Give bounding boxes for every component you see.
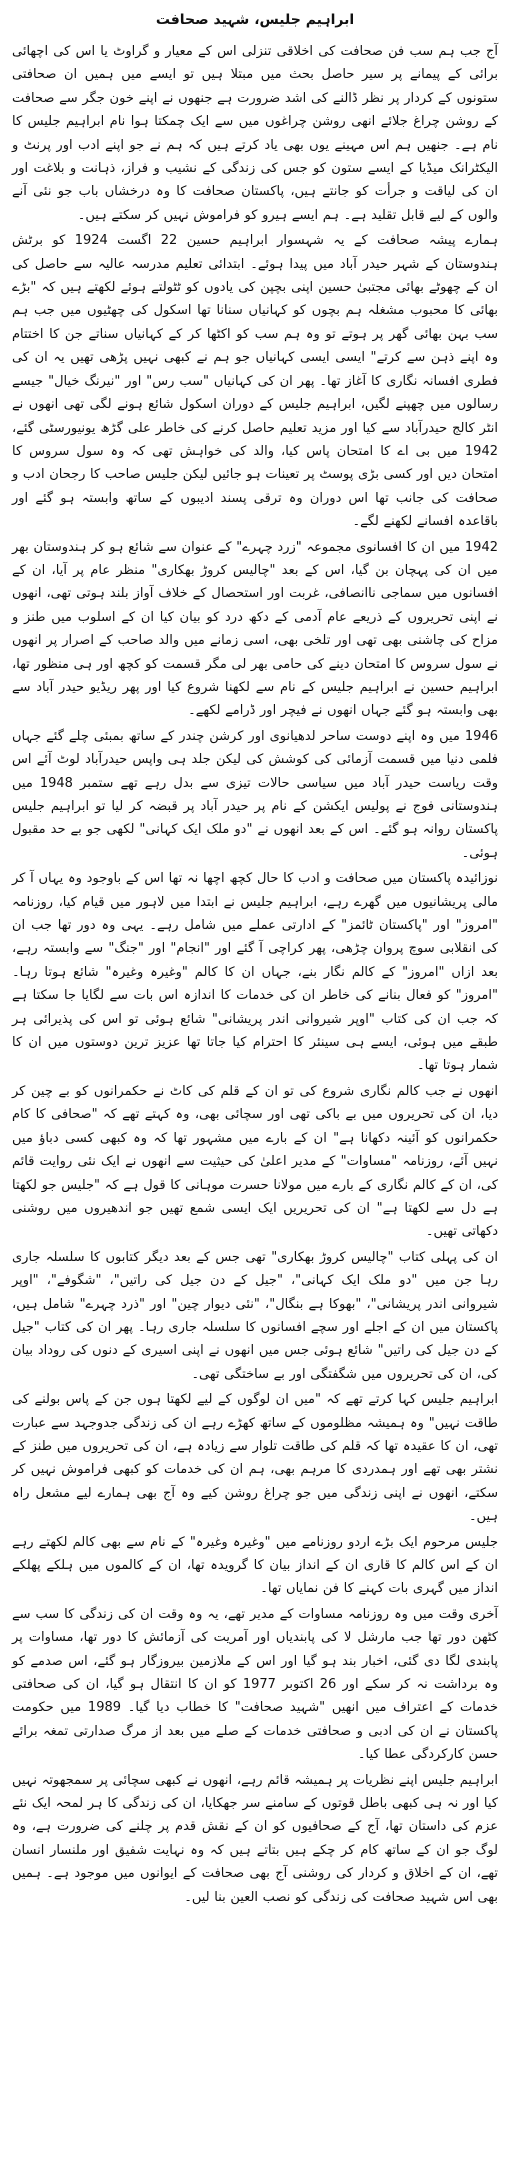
article-paragraph-8: ابراہیم جلیس کہا کرتے تھے کہ "میں ان لوگوں کے لیے لکھتا ہوں جن کے پاس بولنے کی طاقت نہیں" وہ ہمیشہ مظلوموں کے ساتھ کھڑے رہے ان کی زندگی جدوجہد سے عبارت تھی، ان کا عقیدہ تھا کہ قلم کی طاقت تلوار سے زیادہ ہے، ان کی تحریروں میں طنز کے نشتر بھی تھے اور ہمدردی کا مرہم بھی، ہم ان کی خدمات کو کبھی فراموش نہیں کر سکتے، انھوں نے اپنی زندگی میں جو چراغ روشن کیے وہ آج بھی ہمارے لیے مشعل راہ ہیں۔: [12, 1392, 498, 1525]
article-paragraph-3: 1942 میں ان کا افسانوی مجموعہ "زرد چہرے" کے عنوان سے شائع ہو کر ہندوستان بھر میں ان کی پہچان بن گیا، اس کے بعد "چالیس کروڑ بھکاری" منظر عام پر آیا، ان کے افسانوں میں سماجی ناانصافی، غربت اور استحصال کے خلاف آواز بلند ہوتی تھی، انھوں نے اپنی تحریروں کے ذریعے عام آدمی کے دکھ درد کو بیان کیا ان کے اسلوب میں طنز و مزاح کی چاشنی بھی تھی اور تلخی بھی، اسی زمانے میں والد صاحب کے اصرار پر انھوں نے سول سروس کا امتحان دینے کی حامی بھر لی مگر قسمت کو کچھ اور ہی منظور تھا، ابراہیم حسین نے ابراہیم جلیس کے نام سے لکھنا شروع کیا اور پھر ریڈیو حیدر آباد سے بھی وابستہ ہو گئے جہاں انھوں نے فیچر اور ڈرامے لکھے۔: [12, 539, 498, 719]
article-title: ابراہیم جلیس، شہید صحافت: [155, 12, 355, 28]
article-paragraph-9: جلیس مرحوم ایک بڑے اردو روزنامے میں "وغیرہ وغیرہ" کے نام سے بھی کالم لکھتے رہے ان کے اس کالم کا قاری ان کے انداز بیان کا گرویدہ تھا، ان کے کالموں میں ہلکے پھلکے انداز میں گہری بات کہنے کا فن نمایاں تھا۔: [12, 1534, 498, 1597]
article-paragraph-10: آخری وقت میں وہ روزنامہ مساوات کے مدیر تھے، یہ وہ وقت ان کی زندگی کا سب سے کٹھن دور تھا جب مارشل لا کی پابندیاں اور آمریت کی آزمائش کا دور تھا، مساوات پر پابندی لگا دی گئی، اخبار بند ہو گیا اور اس کے ملازمین بیروزگار ہو گئے، اس صدمے کو وہ برداشت نہ کر سکے اور 26 اکتوبر 1977 کو ان کا انتقال ہو گیا، ان کی صحافتی خدمات کے اعتراف میں انھیں "شہید صحافت" کا خطاب دیا گیا۔ 1989 میں حکومت پاکستان نے ان کی ادبی و صحافتی خدمات کے صلے میں بعد از مرگ صدارتی تمغہ برائے حسن کارکردگی عطا کیا۔: [12, 1606, 498, 1763]
article-paragraph-11: ابراہیم جلیس اپنے نظریات پر ہمیشہ قائم رہے، انھوں نے کبھی سچائی پر سمجھوتہ نہیں کیا اور نہ ہی کبھی باطل قوتوں کے سامنے سر جھکایا، ان کی زندگی کا ہر لمحہ ایک نئے عزم کی داستان تھا، آج کے صحافیوں کو ان کے نقش قدم پر چلنے کی ضرورت ہے، وہ لوگ جو ان کے ساتھ کام کر چکے ہیں بتاتے ہیں کہ وہ نہایت شفیق اور ملنسار انسان تھے، ان کے اخلاق و کردار کی روشنی آج بھی صحافت کے ایوانوں میں موجود ہے۔ ہمیں بھی اس شہید صحافت کی زندگی کو نصب العین بنا لیں۔: [12, 1772, 498, 1905]
article-paragraph-6: انھوں نے جب کالم نگاری شروع کی تو ان کے قلم کی کاٹ نے حکمرانوں کو بے چین کر دیا، ان کی تحریروں میں بے باکی تھی اور سچائی بھی، وہ کہتے تھے کہ "صحافی کا کام حکمرانوں کو آئینہ دکھانا ہے" ان کے بارے میں مشہور تھا کہ وہ کبھی کسی دباؤ میں نہیں آئے، روزنامہ "مساوات" کے مدیر اعلیٰ کی حیثیت سے انھوں نے ایک نئی روایت قائم کی، ان کے کالم نگاری کے بارے میں مولانا حسرت موہانی کا قول ہے کہ "جلیس جو لکھتا ہے دل سے لکھتا ہے" ان کی تحریریں ایک ایسی شمع تھیں جو اندھیروں میں روشنی دکھاتی تھیں۔: [12, 1083, 498, 1240]
article-paragraph-5: نوزائیدہ پاکستان میں صحافت و ادب کا حال کچھ اچھا نہ تھا اس کے باوجود وہ یہاں آ کر مالی پریشانیوں میں گھرے رہے، ابراہیم جلیس نے ابتدا میں لاہور میں قیام کیا، روزنامہ "امروز" اور "پاکستان ٹائمز" کے ادارتی عملے میں شامل رہے۔ یہی وہ دور تھا جب ان کی انقلابی سوچ پروان چڑھی، پھر کراچی آ گئے اور "انجام" اور "جنگ" سے وابستہ رہے، بعد ازاں "امروز" کے کالم نگار بنے، جہاں ان کا کالم "وغیرہ وغیرہ" شائع ہوتا رہا۔ "امروز" کو فعال بنانے کی خاطر ان کی خدمات کا اندازہ اس بات سے لگایا جا سکتا ہے کہ جب ان کی کتاب "اوپر شیروانی اندر پریشانی" شائع ہوئی تو اس کی پذیرائی ہر طبقے میں ہوئی، ایسے ہی سینئر کا احترام کیا جاتا تھا عزیز ترین دوستوں میں ان کا شمار ہوتا تھا۔: [12, 871, 498, 1074]
article-paragraph-4: 1946 میں وہ اپنے دوست ساحر لدھیانوی اور کرشن چندر کے ساتھ بمبئی چلے گئے جہاں فلمی دنیا میں قسمت آزمائی کی کوشش کی لیکن جلد ہی واپس حیدرآباد لوٹ آئے اس وقت ریاست حیدر آباد میں سیاسی حالات تیزی سے بدل رہے تھے ستمبر 1948 میں ہندوستانی فوج نے پولیس ایکشن کے نام پر حیدر آباد پر قبضہ کر لیا تو ابراہیم جلیس پاکستان روانہ ہو گئے۔ اس کے بعد انھوں نے "دو ملک ایک کہانی" لکھی جو بے حد مقبول ہوئی۔: [12, 728, 499, 861]
article-paragraph-7: ان کی پہلی کتاب "چالیس کروڑ بھکاری" تھی جس کے بعد دیگر کتابوں کا سلسلہ جاری رہا جن میں "دو ملک ایک کہانی"، "جیل کے دن جیل کی راتیں"، "شگوفے"، "اوپر شیروانی اندر پریشانی"، "بھوکا ہے بنگال"، "نئی دیوار چین" اور "ذرد چہرے" شامل ہیں، پاکستان میں ان کے اجلے اور سچے افسانوں کا سلسلہ جاری رہا۔ پھر ان کی کتاب "جیل کے دن جیل کی راتیں" شائع ہوئی جس میں انھوں نے اپنی اسیری کے دنوں کی روداد بیان کی، ان کی تحریروں میں شگفتگی اور بے ساختگی تھی۔: [12, 1249, 498, 1382]
article-paragraph-2: ہمارے پیشہ صحافت کے یہ شہسوار ابراہیم حسین 22 اگست 1924 کو برٹش ہندوستان کے شہر حیدر آباد میں پیدا ہوئے۔ ابتدائی تعلیم مدرسہ عالیہ سے حاصل کی ان کے چھوٹے بھائی مجتبیٰ حسین اپنی بچپن کی یادوں کو ٹٹولتے ہوئے لکھتے ہیں کہ "بڑے بھائی کا محبوب مشغلہ ہم بچوں کو کہانیاں سنانا تھا اسکول کی چھٹیوں میں جب ہم سب بہن بھائی گھر پر ہوتے تو وہ ہم سب کو اکٹھا کر کے کہانیاں سناتے جن کا اختتام وہ اپنے ذہن سے کرتے" ایسی ایسی کہانیاں جو ہم نے کبھی نہیں پڑھی تھیں یہ ان کی فطری افسانہ نگاری کا آغاز تھا۔ پھر ان کی کہانیاں "سب رس" اور "نیرنگ خیال" جیسے رسالوں میں چھپنے لگیں، ابراہیم جلیس کے دوران اسکول شائع ہونے لگی تھی انھوں نے انٹر کالج حیدرآباد سے کیا اور مزید تعلیم حاصل کرنے کی خاطر علی گڑھ یونیورسٹی گئے، 1942 میں بی اے کا امتحان پاس کیا، والد کی خواہش تھی کہ وہ سول سروس کا امتحان دیں اور کسی بڑی پوسٹ پر تعینات ہو جائیں لیکن جلیس صاحب کا رجحان ادب و صحافت کی جانب تھا اس دوران وہ ترقی پسند ادیبوں کے ساتھ وابستہ ہو گئے اور باقاعدہ افسانے لکھنے لگے۔: [12, 233, 498, 530]
article-paragraph-1: آج جب ہم سب فن صحافت کی اخلاقی تنزلی اس کے معیار و گراوٹ یا اس کی اچھائی برائی کے پیمانے پر سیر حاصل بحث میں مبتلا ہیں تو ایسے میں ہمیں ان صحافتی ستونوں کے کردار پر نظر ڈالنے کی اشد ضرورت ہے جنھوں نے اپنے خون جگر سے صحافت کے روشن چراغ جلائے انھی روشن چراغوں میں سے ایک چمکتا ہوا نام ابراہیم جلیس کا نام ہے۔ جنھیں ہم اس مہینے یوں بھی یاد کرتے ہیں کہ ہم نے جو اپنے ادب اور پرنٹ و الیکٹرانک میڈیا کے ایسے ستون کو جس کی زندگی کے نشیب و فراز، ذہانت و بلاغت اور ان کی لیاقت و جرأت کو جانتے ہیں، پاکستان صحافت کا وہ درخشاں باب جو نئی آنے والوں کے لیے قابل تقلید ہے۔ ہم ایسے ہیرو کو فراموش نہیں کر سکتے ہیں۔: [12, 44, 498, 223]
